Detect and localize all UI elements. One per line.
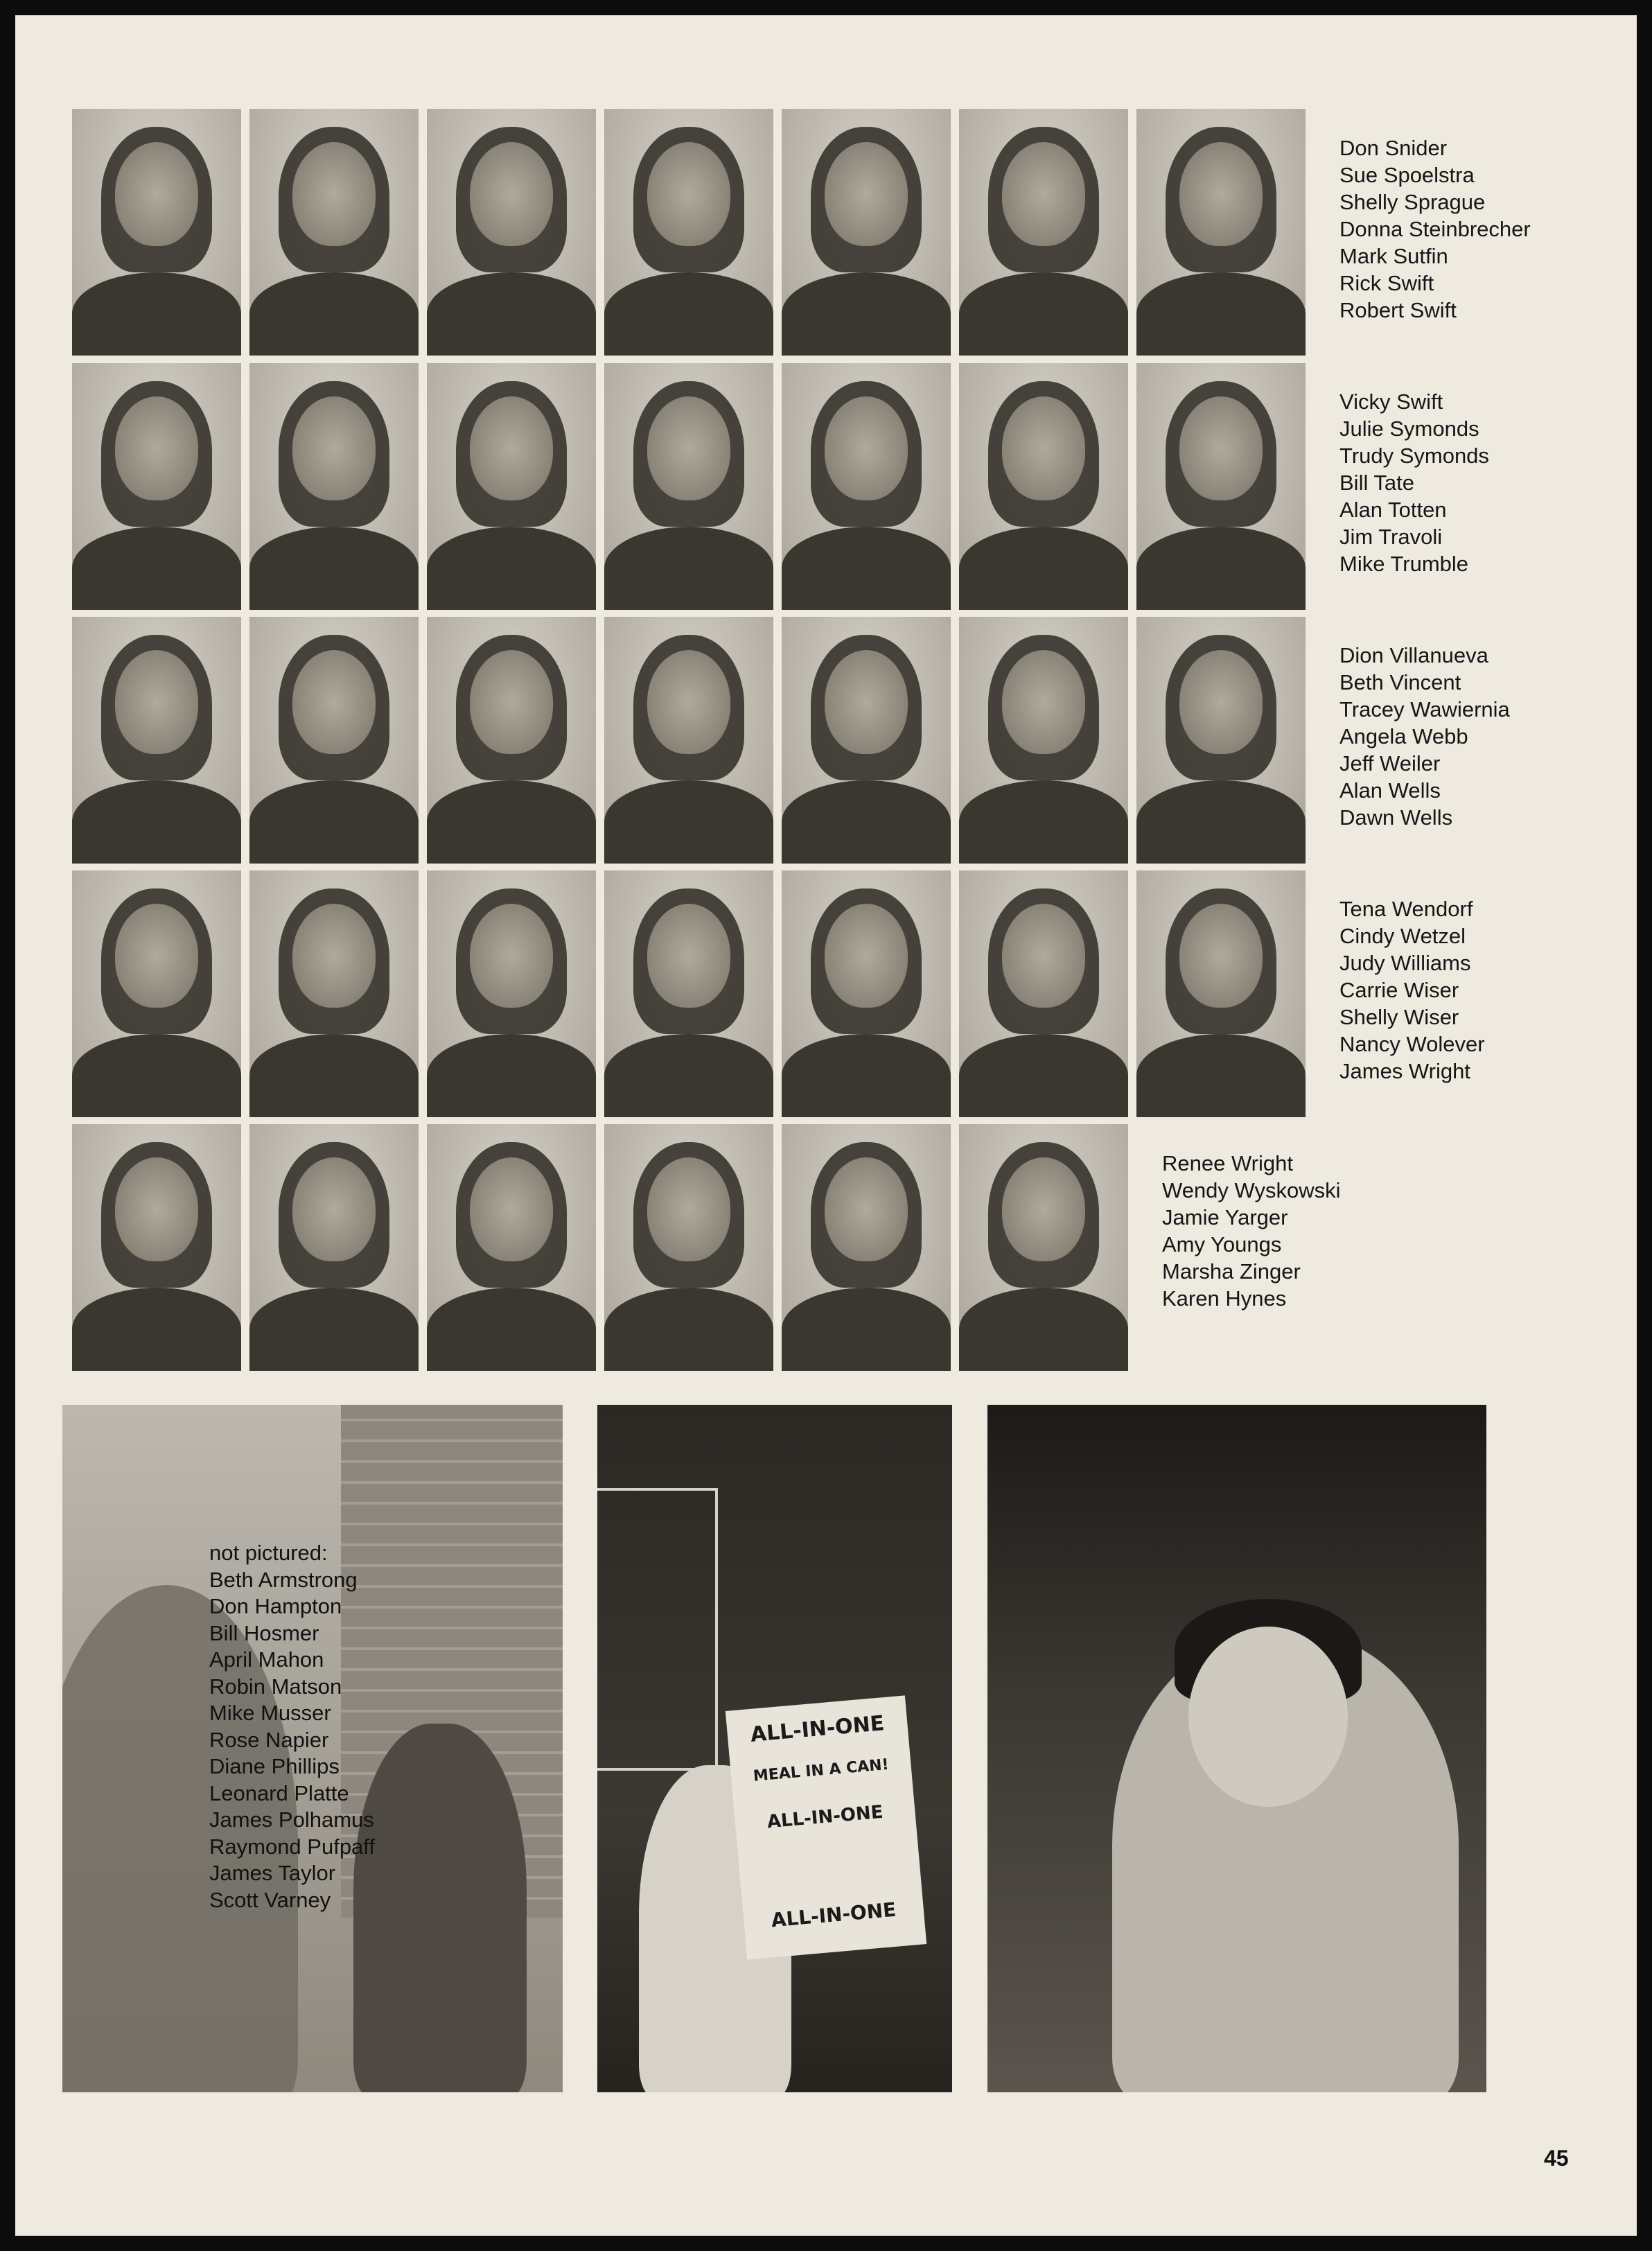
- student-name: Wendy Wyskowski: [1162, 1178, 1341, 1202]
- student-name: Bill Tate: [1339, 471, 1414, 495]
- name-list-row-1: [1339, 134, 1531, 324]
- student-name: Angela Webb: [1339, 724, 1468, 748]
- portrait-photo: [782, 109, 951, 356]
- portrait-photo: [959, 870, 1128, 1117]
- student-name: Jim Travoli: [1339, 525, 1443, 549]
- student-name: Rick Swift: [1339, 271, 1434, 295]
- student-name: Jamie Yarger: [1162, 1205, 1288, 1229]
- portrait-photo: [427, 870, 596, 1117]
- portrait-photo: [782, 1124, 951, 1371]
- student-name: Bill Hosmer: [209, 1620, 319, 1645]
- portrait-photo: [959, 363, 1128, 610]
- student-name: Trudy Symonds: [1339, 444, 1489, 468]
- portrait-photo: [427, 109, 596, 356]
- student-name: Leonard Platte: [209, 1780, 349, 1805]
- candid-photo-cafeteria: [987, 1405, 1486, 2092]
- student-name: Alan Totten: [1339, 498, 1447, 522]
- student-name: Renee Wright: [1162, 1151, 1293, 1175]
- student-name: Rose Napier: [209, 1727, 329, 1752]
- student-name: Dawn Wells: [1339, 805, 1453, 830]
- student-name: Jeff Weiler: [1339, 751, 1441, 776]
- portrait-photo: [604, 109, 773, 356]
- student-name: Robin Matson: [209, 1674, 342, 1699]
- student-name: Shelly Wiser: [1339, 1005, 1459, 1029]
- student-name: April Mahon: [209, 1647, 324, 1672]
- student-name: Marsha Zinger: [1162, 1259, 1301, 1284]
- student-name: Sue Spoelstra: [1339, 163, 1475, 187]
- portrait-photo: [427, 617, 596, 864]
- student-name: James Taylor: [209, 1861, 336, 1885]
- student-name: Dion Villanueva: [1339, 643, 1488, 667]
- student-name: Amy Youngs: [1162, 1232, 1282, 1256]
- portrait-photo: [1136, 109, 1306, 356]
- student-name: Carrie Wiser: [1339, 978, 1459, 1002]
- name-list-row-5: [1162, 1150, 1341, 1312]
- student-name: Karen Hynes: [1162, 1286, 1287, 1311]
- student-name: Robert Swift: [1339, 298, 1457, 322]
- portrait-photo: [72, 109, 241, 356]
- student-name: Beth Armstrong: [209, 1567, 358, 1592]
- not-pictured-heading: not pictured:: [209, 1541, 328, 1565]
- portrait-photo: [959, 617, 1128, 864]
- portrait-photo: [1136, 363, 1306, 610]
- portrait-photo: [72, 617, 241, 864]
- student-name: Tena Wendorf: [1339, 897, 1473, 921]
- yearbook-page: [15, 15, 1637, 2236]
- name-list-row-2: [1339, 388, 1489, 577]
- portrait-photo: [782, 617, 951, 864]
- student-name: Judy Williams: [1339, 951, 1471, 975]
- student-name: Scott Varney: [209, 1887, 331, 1912]
- portrait-photo: [959, 1124, 1128, 1371]
- page-number: 45: [1544, 2146, 1569, 2171]
- student-name: Mike Musser: [209, 1701, 331, 1725]
- student-name: Don Snider: [1339, 136, 1448, 160]
- student-name: Alan Wells: [1339, 778, 1441, 803]
- sign-text: ALL-IN-ONE: [770, 1898, 897, 1932]
- student-name: Nancy Wolever: [1339, 1032, 1485, 1056]
- portrait-photo: [782, 363, 951, 610]
- student-name: Raymond Pufpaff: [209, 1834, 375, 1859]
- portrait-photo: [1136, 870, 1306, 1117]
- sign-text: MEAL IN A CAN!: [752, 1755, 890, 1785]
- portrait-photo: [249, 870, 419, 1117]
- student-name: Mike Trumble: [1339, 552, 1469, 576]
- handheld-sign: [726, 1695, 926, 1959]
- student-name: Beth Vincent: [1339, 670, 1461, 694]
- portrait-photo: [249, 617, 419, 864]
- student-name: Tracey Wawiernia: [1339, 697, 1510, 721]
- student-name: James Wright: [1339, 1059, 1470, 1083]
- not-pictured-list: [209, 1540, 375, 1913]
- portrait-photo: [72, 870, 241, 1117]
- portrait-photo: [1136, 617, 1306, 864]
- candid-photo-sign: [597, 1405, 952, 2092]
- student-name: Vicky Swift: [1339, 389, 1443, 414]
- portrait-photo: [427, 363, 596, 610]
- student-name: Mark Sutfin: [1339, 244, 1448, 268]
- sign-text: ALL-IN-ONE: [749, 1711, 886, 1747]
- portrait-photo: [604, 363, 773, 610]
- portrait-photo: [249, 363, 419, 610]
- student-name: James Polhamus: [209, 1807, 374, 1832]
- portrait-photo: [604, 1124, 773, 1371]
- portrait-photo: [427, 1124, 596, 1371]
- portrait-photo: [959, 109, 1128, 356]
- portrait-photo: [249, 109, 419, 356]
- sign-text: ALL-IN-ONE: [766, 1801, 884, 1833]
- name-list-row-3: [1339, 642, 1510, 831]
- portrait-photo: [604, 870, 773, 1117]
- student-name: Shelly Sprague: [1339, 190, 1486, 214]
- student-name: Julie Symonds: [1339, 417, 1479, 441]
- portrait-photo: [604, 617, 773, 864]
- portrait-photo: [249, 1124, 419, 1371]
- portrait-photo: [72, 1124, 241, 1371]
- student-name: Don Hampton: [209, 1594, 342, 1618]
- name-list-row-4: [1339, 895, 1485, 1085]
- portrait-photo: [782, 870, 951, 1117]
- portrait-photo: [72, 363, 241, 610]
- student-name: Cindy Wetzel: [1339, 924, 1466, 948]
- student-name: Diane Phillips: [209, 1754, 340, 1778]
- student-name: Donna Steinbrecher: [1339, 217, 1531, 241]
